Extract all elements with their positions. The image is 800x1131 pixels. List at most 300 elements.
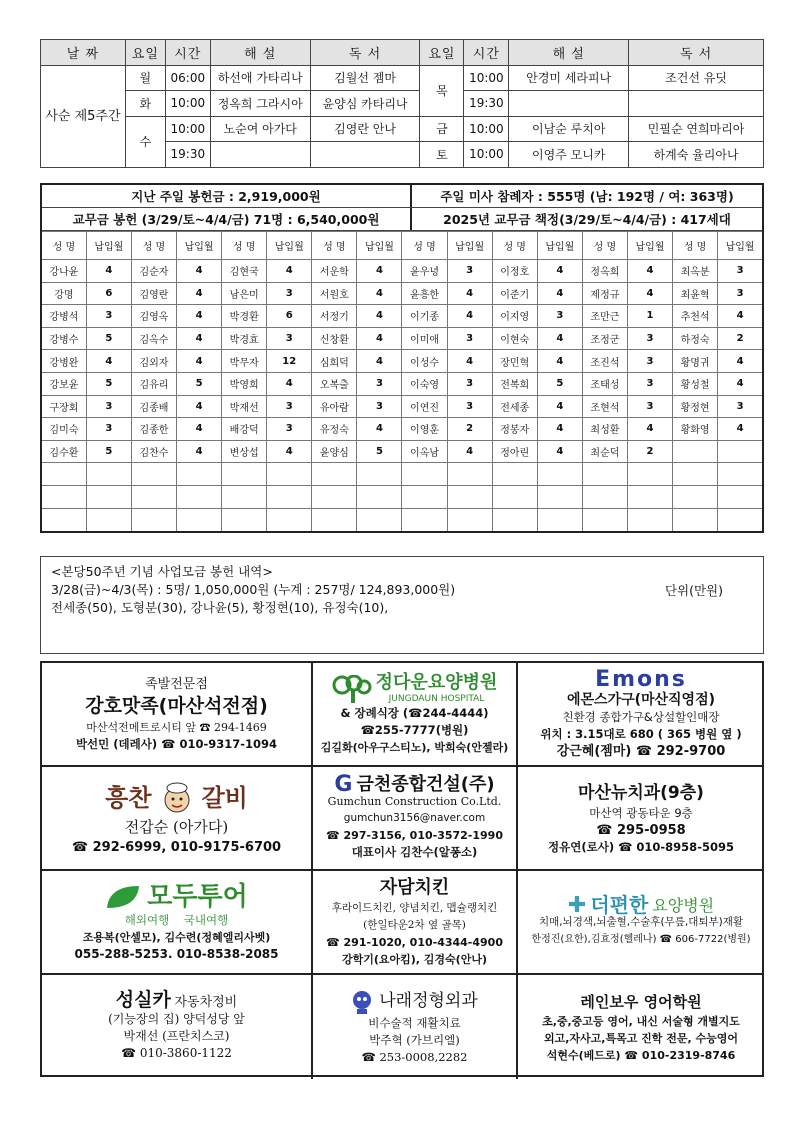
contributor-name: 남은미 <box>222 282 267 305</box>
ad-deopyeonhan-hospital <box>518 871 764 975</box>
contributor-name: 황정현 <box>673 395 718 418</box>
contributor-name: 제정규 <box>582 282 627 305</box>
tree-logo-icon <box>332 675 372 703</box>
contributor-name <box>222 463 267 486</box>
contributor-name <box>222 485 267 508</box>
contributor-name: 최순덕 <box>582 440 627 463</box>
months-paid: 3 <box>357 372 402 395</box>
months-paid: 4 <box>447 305 492 328</box>
contributor-name: 정옥희 <box>582 260 627 283</box>
months-header: 납입월 <box>447 232 492 260</box>
months-paid <box>177 463 222 486</box>
schedule-header-cell: 시간 <box>165 40 210 66</box>
name-header: 성 명 <box>42 232 86 260</box>
contributor-name: 이영훈 <box>402 418 447 441</box>
contributor-name: 조현석 <box>582 395 627 418</box>
reading-cell: 하계숙 율리아나 <box>629 142 764 168</box>
table-row <box>42 463 762 486</box>
contributor-name: 이성수 <box>402 350 447 373</box>
contributor-name <box>312 463 357 486</box>
ad-galbi-restaurant <box>42 767 313 871</box>
months-paid <box>718 508 762 531</box>
contributor-name: 이현숙 <box>492 327 537 350</box>
parish-fund-total: 교무금 봉헌 (3/29/토~4/4/금) 71명 : 6,540,000원 <box>42 208 412 230</box>
months-header: 납입월 <box>718 232 762 260</box>
schedule-header-cell: 날 짜 <box>41 40 126 66</box>
months-paid <box>357 463 402 486</box>
contributor-name: 이지영 <box>492 305 537 328</box>
ad-line: (기능장의 집) 양덕성당 앞 <box>108 1012 245 1026</box>
contributor-name <box>222 508 267 531</box>
ad-contact: 박재선 (프란치스코) <box>123 1029 230 1043</box>
months-paid: 3 <box>86 305 131 328</box>
contributor-name: 황화영 <box>673 418 718 441</box>
months-paid: 5 <box>86 327 131 350</box>
ad-masan-new-dental <box>518 767 764 871</box>
chef-mascot-icon <box>160 781 194 815</box>
contributor-name: 이미애 <box>402 327 447 350</box>
contributor-name <box>492 508 537 531</box>
table-row <box>42 395 762 418</box>
ad-line: & 장례식장 (☎244-4444) <box>340 706 489 720</box>
contributor-name: 김영옥 <box>131 305 176 328</box>
contributor-name <box>312 508 357 531</box>
ad-phone: 055-288-5253. 010-8538-2085 <box>74 946 279 961</box>
months-paid: 4 <box>537 327 582 350</box>
months-paid: 4 <box>447 350 492 373</box>
months-paid: 4 <box>177 395 222 418</box>
commentary-cell: 정옥희 그라시아 <box>210 91 310 117</box>
contributor-name: 정아린 <box>492 440 537 463</box>
ad-line: ☎ 295-0958 <box>596 822 686 838</box>
contributor-name: 조만근 <box>582 305 627 328</box>
months-paid <box>537 508 582 531</box>
contributor-name: 김옥수 <box>131 327 176 350</box>
months-paid: 4 <box>267 440 312 463</box>
reading-cell: 김영란 안나 <box>310 116 420 142</box>
ad-line: 위치 : 3.15대로 680 ( 365 병원 옆 ) <box>540 727 742 741</box>
months-paid: 4 <box>627 282 672 305</box>
months-paid <box>86 508 131 531</box>
contributor-name: 장민혁 <box>492 350 537 373</box>
months-paid: 2 <box>627 440 672 463</box>
anniversary-unit: 단위(만원) <box>664 583 723 598</box>
contributor-name <box>42 508 86 531</box>
months-paid: 4 <box>86 350 131 373</box>
table-row <box>42 372 762 395</box>
months-paid: 3 <box>86 395 131 418</box>
months-paid <box>718 485 762 508</box>
contributor-name: 최옥분 <box>673 260 718 283</box>
g-logo-icon: G <box>334 771 353 797</box>
months-paid: 4 <box>447 440 492 463</box>
contributor-table <box>42 231 762 531</box>
months-header: 납입월 <box>357 232 402 260</box>
contributor-name: 김찬수 <box>131 440 176 463</box>
ad-line: 비수술적 재활치료 <box>368 1015 461 1030</box>
time-cell: 10:00 <box>464 142 509 168</box>
ad-name: 마산뉴치과(9층) <box>578 782 704 803</box>
contributor-name: 김영란 <box>131 282 176 305</box>
contributor-name: 김현국 <box>222 260 267 283</box>
months-paid: 3 <box>447 372 492 395</box>
ad-eng-name: Gumchun Construction Co.Ltd. <box>327 794 502 808</box>
day-cell: 토 <box>420 142 464 168</box>
reading-cell: 조건선 유딧 <box>629 65 764 91</box>
parish-fund-households: 2025년 교무금 책정(3/29/토~4/4/금) : 417세대 <box>443 212 731 227</box>
name-header: 성 명 <box>312 232 357 260</box>
ad-name: 금천종합건설(주) <box>356 773 495 795</box>
contributor-name: 강명 <box>42 282 86 305</box>
contributor-name <box>673 485 718 508</box>
months-paid <box>357 485 402 508</box>
schedule-header-cell: 시간 <box>464 40 509 66</box>
months-paid <box>627 508 672 531</box>
schedule-header-cell: 해 설 <box>210 40 310 66</box>
months-paid: 4 <box>177 440 222 463</box>
contributor-name <box>582 508 627 531</box>
contributor-name <box>402 485 447 508</box>
months-paid <box>537 485 582 508</box>
months-paid: 3 <box>357 395 402 418</box>
ad-contact: 석현수(베드로) ☎ 010-2319-8746 <box>546 1048 736 1062</box>
months-paid: 4 <box>537 440 582 463</box>
mass-attendance: 주일 미사 참례자 : 555명 (남: 192명 / 여: 363명) <box>440 189 734 204</box>
months-paid: 4 <box>86 260 131 283</box>
emons-logo: Emons <box>595 667 687 692</box>
contributor-name: 윤양심 <box>312 440 357 463</box>
ad-contact: 정유연(로사) ☎ 010-8958-5095 <box>548 839 734 854</box>
ad-name: 자담치킨 <box>379 877 450 898</box>
ad-contact: 조용복(안셀모), 김수련(정혜엘리사벳) <box>82 930 271 944</box>
contributor-name <box>42 463 86 486</box>
table-row <box>42 305 762 328</box>
schedule-header-cell: 요일 <box>420 40 464 66</box>
ad-contact: 강근혜(젬마) ☎ 292-9700 <box>556 744 726 759</box>
months-paid: 4 <box>177 260 222 283</box>
contributor-header-row <box>42 232 762 260</box>
ad-phone: ☎ 253-0008,2282 <box>361 1049 468 1064</box>
ad-owner: 전갑순 (아가다) <box>124 817 229 836</box>
commentary-cell: 노순여 아가다 <box>210 116 310 142</box>
months-paid: 3 <box>718 395 762 418</box>
months-paid: 4 <box>357 282 402 305</box>
contributor-name: 이옥남 <box>402 440 447 463</box>
ad-name: 정다운요양병원 <box>375 672 498 693</box>
months-paid: 6 <box>86 282 131 305</box>
contributor-name: 오복출 <box>312 372 357 395</box>
ad-contact: 박주혁 (가브리엘) <box>369 1032 460 1047</box>
name-header: 성 명 <box>402 232 447 260</box>
ad-name-suffix: 요양병원 <box>652 895 715 915</box>
months-paid <box>267 463 312 486</box>
months-header: 납입월 <box>177 232 222 260</box>
name-header: 성 명 <box>582 232 627 260</box>
months-paid: 4 <box>267 260 312 283</box>
contributor-name <box>582 485 627 508</box>
months-paid: 3 <box>537 305 582 328</box>
ad-name: 레인보우 영어학원 <box>580 992 702 1011</box>
offering-stats-box <box>40 183 764 533</box>
ad-line: 마산역 광동타운 9층 <box>589 805 693 820</box>
ad-representative: 대표이사 김찬수(알퐁소) <box>351 844 478 859</box>
months-paid: 4 <box>177 418 222 441</box>
months-paid: 5 <box>357 440 402 463</box>
ad-line: 초,중,중고등 영어, 내신 서술형 개별지도 <box>542 1014 740 1028</box>
logo-text: 갈비 <box>201 783 248 812</box>
ad-tag: 족발전문점 <box>145 676 208 692</box>
name-header: 성 명 <box>131 232 176 260</box>
contributor-name: 이준기 <box>492 282 537 305</box>
months-paid: 4 <box>718 372 762 395</box>
reading-cell <box>629 91 764 117</box>
months-paid <box>177 508 222 531</box>
months-paid <box>357 508 402 531</box>
months-paid: 3 <box>627 327 672 350</box>
schedule-header-cell: 해 설 <box>509 40 629 66</box>
contributor-name <box>131 508 176 531</box>
months-paid: 3 <box>267 395 312 418</box>
months-paid: 4 <box>177 327 222 350</box>
contributor-name: 이숙영 <box>402 372 447 395</box>
months-paid <box>627 463 672 486</box>
ad-email: gumchun3156@naver.com <box>343 811 486 824</box>
contributor-name: 박경효 <box>222 327 267 350</box>
schedule-header-cell: 요일 <box>125 40 165 66</box>
contributor-name <box>131 485 176 508</box>
months-paid <box>718 440 762 463</box>
ad-name: 모두투어 <box>147 881 248 912</box>
ad-line: (한일타운2차 옆 골목) <box>363 919 466 931</box>
contributor-name: 강보윤 <box>42 372 86 395</box>
contributor-name: 김미숙 <box>42 418 86 441</box>
commentary-cell <box>509 91 629 117</box>
months-paid: 3 <box>627 350 672 373</box>
months-paid: 4 <box>447 282 492 305</box>
ad-name: 더편한 <box>590 892 649 917</box>
ad-contact: 강학기(요아킴), 김경숙(안나) <box>341 953 487 966</box>
ad-seongsil-car <box>42 975 313 1079</box>
table-row <box>42 485 762 508</box>
ad-contact: 한정진(요한),김효정(헬레나) ☎ 606-7722(병원) <box>531 933 751 945</box>
months-header: 납입월 <box>627 232 672 260</box>
contributor-name: 박경환 <box>222 305 267 328</box>
months-paid: 2 <box>718 327 762 350</box>
contributor-name: 서원호 <box>312 282 357 305</box>
contributor-name: 전세종 <box>492 395 537 418</box>
contributor-name <box>131 463 176 486</box>
name-header: 성 명 <box>673 232 718 260</box>
contributor-name: 박영희 <box>222 372 267 395</box>
time-cell: 10:00 <box>464 116 509 142</box>
months-paid: 5 <box>537 372 582 395</box>
ad-jadam-chicken <box>313 871 518 975</box>
ad-emons-furniture <box>518 663 764 767</box>
months-paid: 4 <box>718 350 762 373</box>
reading-cell: 김월선 젬마 <box>310 65 420 91</box>
months-paid: 4 <box>357 350 402 373</box>
ad-gumchun-construction <box>313 767 518 871</box>
ad-phone: ☎ 010-3860-1122 <box>121 1046 232 1060</box>
contributor-name: 윤우녕 <box>402 260 447 283</box>
logo-text: 흥찬 <box>105 783 152 812</box>
contributor-name <box>402 508 447 531</box>
contributor-name: 김외자 <box>131 350 176 373</box>
contributor-name: 서정기 <box>312 305 357 328</box>
mascot-icon <box>351 989 373 1015</box>
contributor-name: 최윤혁 <box>673 282 718 305</box>
contributor-name: 전복희 <box>492 372 537 395</box>
months-paid: 4 <box>357 260 402 283</box>
anniversary-title: <본당50주년 기념 사업모금 봉헌 내역> <box>51 564 273 579</box>
contributor-name <box>402 463 447 486</box>
day-cell: 목 <box>420 65 464 116</box>
ad-address: 마산석전메트로시티 앞 ☎ 294-1469 <box>86 720 267 734</box>
ad-line: 치매,뇌경색,뇌출혈,수술후(무릎,대퇴부)재활 <box>538 915 744 928</box>
ad-tag: 자동차정비 <box>174 995 238 1010</box>
months-header: 납입월 <box>537 232 582 260</box>
ad-name: 성실카 <box>115 989 171 1011</box>
months-paid: 4 <box>537 418 582 441</box>
contributor-name <box>492 485 537 508</box>
contributor-name: 유아람 <box>312 395 357 418</box>
contributor-name: 조정군 <box>582 327 627 350</box>
ad-name: 나래정형외과 <box>379 991 478 1011</box>
ad-narae-orthopedics <box>313 975 518 1079</box>
months-paid <box>447 463 492 486</box>
contributor-name: 황성철 <box>673 372 718 395</box>
contributor-name: 신창환 <box>312 327 357 350</box>
months-paid <box>86 485 131 508</box>
contributor-name: 추천석 <box>673 305 718 328</box>
mass-schedule-table <box>40 39 764 168</box>
months-paid: 4 <box>357 418 402 441</box>
contributor-name: 박무자 <box>222 350 267 373</box>
table-row <box>42 350 762 373</box>
contributor-name <box>673 463 718 486</box>
commentary-cell: 이영주 모니카 <box>509 142 629 168</box>
ad-gangho-jokbal <box>42 663 313 767</box>
months-paid <box>86 463 131 486</box>
months-paid: 3 <box>447 260 492 283</box>
contributor-name: 김수환 <box>42 440 86 463</box>
months-paid: 4 <box>267 372 312 395</box>
months-paid: 3 <box>267 282 312 305</box>
ad-line: ☎255-7777(병원) <box>360 723 469 737</box>
contributor-name: 이연진 <box>402 395 447 418</box>
months-paid: 4 <box>537 350 582 373</box>
ad-contact: ☎ 297-3156, 010-3572-1990 <box>325 828 503 842</box>
time-cell: 19:30 <box>464 91 509 117</box>
ad-eng-name: JUNGDAUN HOSPITAL <box>388 694 485 704</box>
contributor-name: 김종한 <box>131 418 176 441</box>
day-cell: 금 <box>420 116 464 142</box>
ad-phone: ☎ 291-1020, 010-4344-4900 <box>325 936 503 949</box>
months-paid: 6 <box>267 305 312 328</box>
offering-total: 지난 주일 봉헌금 : 2,919,000원 <box>42 185 412 207</box>
months-paid: 4 <box>357 305 402 328</box>
contributor-name: 김순자 <box>131 260 176 283</box>
schedule-header-row <box>41 40 764 66</box>
contributor-name: 배강덕 <box>222 418 267 441</box>
ad-jungdaun-hospital <box>313 663 518 767</box>
ad-name: 에몬스가구(마산직영점) <box>566 692 716 708</box>
months-paid: 2 <box>447 418 492 441</box>
day-cell: 화 <box>125 91 165 117</box>
commentary-cell <box>210 142 310 168</box>
table-row <box>42 418 762 441</box>
advertisement-grid <box>40 661 764 1077</box>
months-paid: 4 <box>718 305 762 328</box>
months-paid <box>447 485 492 508</box>
stats-row-2 <box>42 208 762 231</box>
months-paid: 4 <box>537 395 582 418</box>
schedule-header-cell: 독 서 <box>629 40 764 66</box>
contributor-name: 최성환 <box>582 418 627 441</box>
months-paid: 4 <box>627 260 672 283</box>
contributor-name: 서운학 <box>312 260 357 283</box>
months-paid: 3 <box>718 260 762 283</box>
anniversary-summary: 3/28(금)~4/3(목) : 5명/ 1,050,000원 (누계 : 257명/ 124,893,000원) <box>51 582 456 597</box>
contributor-name: 이정호 <box>492 260 537 283</box>
contributor-name: 김유리 <box>131 372 176 395</box>
table-row <box>42 260 762 283</box>
leaf-logo-icon <box>105 884 141 910</box>
name-header: 성 명 <box>492 232 537 260</box>
contributor-name: 강병석 <box>42 305 86 328</box>
time-cell: 06:00 <box>165 65 210 91</box>
months-paid <box>177 485 222 508</box>
ad-line: 외고,자사고,특목고 진학 전문, 수능영어 <box>543 1031 739 1045</box>
commentary-cell: 이남순 루치아 <box>509 116 629 142</box>
months-paid: 3 <box>447 395 492 418</box>
contributor-name: 정봉자 <box>492 418 537 441</box>
contributor-name <box>492 463 537 486</box>
ad-contact: 박선민 (데레사) ☎ 010-9317-1094 <box>75 736 278 751</box>
ad-subtitle: 해외여행 국내여행 <box>124 912 229 927</box>
cross-logo-icon: ✚ <box>567 892 587 918</box>
commentary-cell: 안경미 세라피나 <box>509 65 629 91</box>
months-paid: 3 <box>267 327 312 350</box>
months-paid: 4 <box>177 305 222 328</box>
months-header: 납입월 <box>267 232 312 260</box>
contributor-name: 하정숙 <box>673 327 718 350</box>
schedule-header-cell: 독 서 <box>310 40 420 66</box>
table-row <box>42 282 762 305</box>
months-paid: 4 <box>177 282 222 305</box>
time-cell: 19:30 <box>165 142 210 168</box>
contributor-name: 윤흥한 <box>402 282 447 305</box>
day-cell: 수 <box>125 116 165 167</box>
contributor-name <box>582 463 627 486</box>
contributor-name: 유정숙 <box>312 418 357 441</box>
contributor-name: 강병완 <box>42 350 86 373</box>
months-paid: 4 <box>537 282 582 305</box>
period-label: 사순 제5주간 <box>41 65 126 167</box>
ad-line: 후라이드치킨, 양념치킨, 맵슐랭치킨 <box>331 902 498 914</box>
months-header: 납입월 <box>86 232 131 260</box>
name-header: 성 명 <box>222 232 267 260</box>
anniversary-donors: 전세종(50), 도형분(30), 강나윤(5), 황정현(10), 유정숙(10), <box>51 600 389 615</box>
months-paid: 5 <box>86 372 131 395</box>
time-cell: 10:00 <box>464 65 509 91</box>
contributor-name: 구장회 <box>42 395 86 418</box>
commentary-cell: 하선애 가타리나 <box>210 65 310 91</box>
contributor-name: 황명귀 <box>673 350 718 373</box>
stats-row-1 <box>42 185 762 208</box>
months-paid <box>718 463 762 486</box>
months-paid <box>267 508 312 531</box>
